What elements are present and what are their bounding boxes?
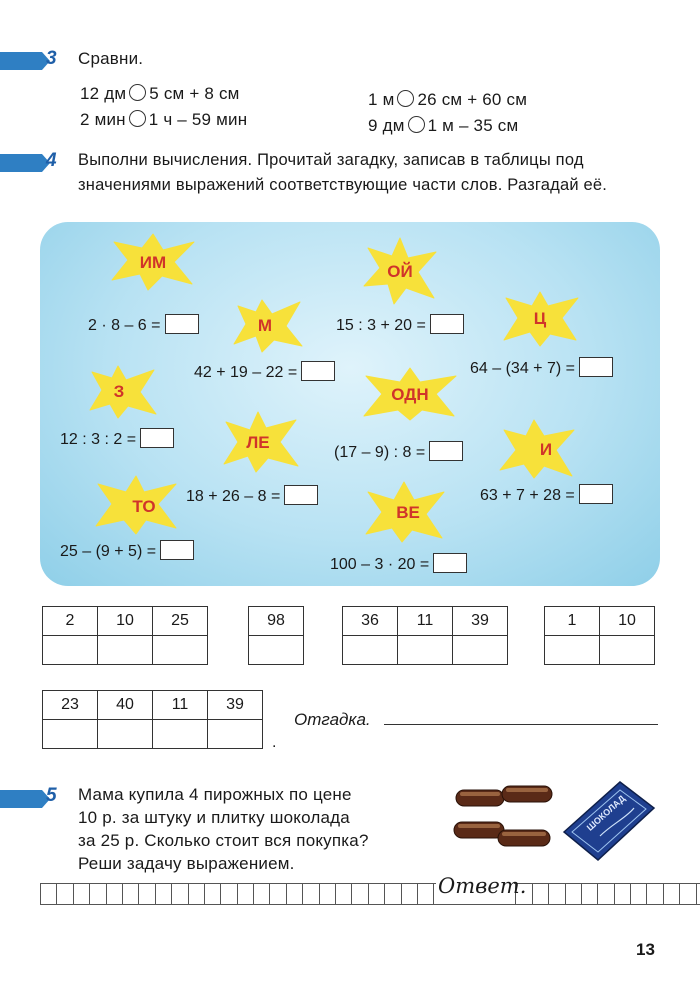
answer-label: Ответ. — [438, 874, 527, 898]
task-4-tab — [0, 154, 42, 172]
table-value: 10 — [600, 607, 655, 636]
answer-box[interactable] — [301, 361, 335, 381]
table-value: 11 — [153, 691, 208, 720]
expression-text: 100 – 3 · 20 = — [330, 556, 430, 573]
expression-text: 25 – (9 + 5) = — [60, 543, 157, 560]
task-5-line: 10 р. за штуку и плитку шоколада — [78, 808, 350, 827]
compare-circle[interactable] — [129, 110, 146, 127]
table-answer-cell[interactable] — [98, 636, 153, 665]
task-4-text-line1: Выполни вычисления. Прочитай загадку, записав в таблицы под — [78, 151, 584, 169]
star-label: ОДН — [391, 385, 429, 404]
expression — [60, 540, 194, 561]
expression-text: 42 + 19 – 22 = — [194, 364, 298, 381]
chocolate-label: ШОКОЛАД — [584, 793, 628, 833]
expression-text: 64 – (34 + 7) = — [470, 360, 575, 377]
table-value: 23 — [43, 691, 98, 720]
answer-table — [42, 690, 263, 749]
task-5-number: 5 — [46, 785, 57, 806]
answer-table — [42, 606, 208, 665]
task-5-tab — [0, 790, 42, 808]
task-4-number: 4 — [46, 150, 57, 171]
table-period: . — [272, 734, 277, 751]
expression-text: 18 + 26 – 8 = — [186, 488, 281, 505]
table-answer-cell[interactable] — [43, 636, 98, 665]
compare-right: 1 ч – 59 мин — [148, 110, 248, 129]
task-3-tab — [0, 52, 42, 70]
answer-box[interactable] — [579, 357, 613, 377]
task-3-title: Сравни. — [78, 49, 144, 68]
compare-left: 1 м — [368, 90, 395, 109]
star-label: М — [257, 316, 273, 335]
expression — [470, 357, 613, 378]
table-value: 36 — [343, 607, 398, 636]
answer-box[interactable] — [284, 485, 318, 505]
table-value: 1 — [545, 607, 600, 636]
expression — [60, 428, 174, 449]
table-answer-cell[interactable] — [545, 636, 600, 665]
expression — [480, 484, 613, 505]
compare-row — [368, 90, 527, 110]
expression-text: 63 + 7 + 28 = — [480, 487, 575, 504]
expression-text: 15 : 3 + 20 = — [336, 317, 426, 334]
answer-box[interactable] — [579, 484, 613, 504]
compare-right: 1 м – 35 см — [427, 116, 519, 135]
answer-box[interactable] — [140, 428, 174, 448]
compare-circle[interactable] — [397, 90, 414, 107]
task-5-line: Мама купила 4 пирожных по цене — [78, 785, 352, 804]
expression-text: 2 · 8 – 6 = — [88, 317, 161, 334]
compare-right: 5 см + 8 см — [149, 84, 240, 103]
table-value: 40 — [98, 691, 153, 720]
compare-row — [368, 116, 518, 136]
compare-circle[interactable] — [408, 116, 425, 133]
compare-circle[interactable] — [129, 84, 146, 101]
table-value: 10 — [98, 607, 153, 636]
expression — [88, 314, 199, 335]
table-answer-cell[interactable] — [43, 720, 98, 749]
compare-left: 12 дм — [80, 84, 127, 103]
star-label: ОЙ — [387, 262, 413, 281]
table-answer-cell[interactable] — [600, 636, 655, 665]
table-value: 11 — [398, 607, 453, 636]
task-5-line: Реши задачу выражением. — [78, 854, 295, 873]
answer-table — [544, 606, 655, 665]
answer-box[interactable] — [165, 314, 199, 334]
expression — [186, 485, 318, 506]
star-label: Ц — [533, 309, 547, 328]
table-answer-cell[interactable] — [153, 636, 208, 665]
answer-table — [342, 606, 508, 665]
compare-left: 2 мин — [80, 110, 126, 129]
compare-row — [80, 84, 240, 104]
table-value: 2 — [43, 607, 98, 636]
table-answer-cell[interactable] — [153, 720, 208, 749]
table-answer-cell[interactable] — [453, 636, 508, 665]
expression — [334, 441, 463, 462]
table-answer-cell[interactable] — [343, 636, 398, 665]
task-3-number: 3 — [46, 48, 57, 69]
star-label: З — [113, 382, 125, 401]
table-answer-cell[interactable] — [398, 636, 453, 665]
table-value: 39 — [453, 607, 508, 636]
compare-right: 26 см + 60 см — [417, 90, 528, 109]
star-label: ТО — [132, 497, 156, 516]
riddle-answer-line[interactable] — [384, 724, 658, 725]
expression — [336, 314, 464, 335]
compare-left: 9 дм — [368, 116, 405, 135]
riddle-answer-label: Отгадка. — [294, 710, 371, 729]
answer-box[interactable] — [433, 553, 467, 573]
star-label: ЛЕ — [246, 433, 270, 452]
page-number: 13 — [636, 940, 655, 959]
compare-row — [80, 110, 247, 130]
answer-box[interactable] — [430, 314, 464, 334]
pastries-icon — [452, 778, 560, 854]
table-answer-cell[interactable] — [98, 720, 153, 749]
answer-grid[interactable] — [40, 883, 700, 907]
answer-box[interactable] — [429, 441, 463, 461]
table-answer-cell[interactable] — [249, 636, 304, 665]
table-answer-cell[interactable] — [208, 720, 263, 749]
expression — [330, 553, 467, 574]
table-value: 25 — [153, 607, 208, 636]
star-label: И — [539, 440, 553, 459]
table-value: 39 — [208, 691, 263, 720]
star-label: ВЕ — [396, 503, 420, 522]
task-4-text-line2: значениями выражений соответствующие части слов. Разгадай её. — [78, 176, 608, 194]
expression-text: 12 : 3 : 2 = — [60, 431, 137, 448]
answer-box[interactable] — [160, 540, 194, 560]
table-value: 98 — [249, 607, 304, 636]
expression-text: (17 – 9) : 8 = — [334, 444, 426, 461]
chocolate-bar-icon — [560, 778, 658, 864]
answer-table — [248, 606, 304, 665]
expression — [194, 361, 335, 382]
star-label: ИМ — [139, 253, 167, 272]
task-5-line: за 25 р. Сколько стоит вся покупка? — [78, 831, 369, 850]
